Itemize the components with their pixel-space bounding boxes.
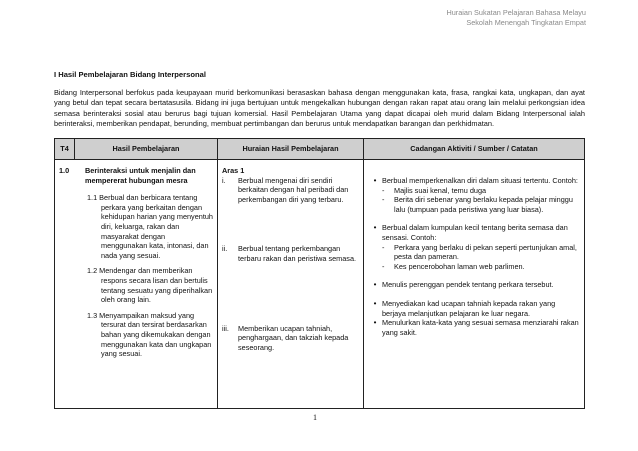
activity-item-5: • Menulurkan kata-kata yang sesuai semasa menziarahi rakan yang sakit. — [368, 318, 580, 337]
document-header — [446, 8, 586, 28]
section-title: I Hasil Pembelajaran Bidang Interpersonal — [54, 70, 206, 79]
activity-1-subitem-1: - Majlis suai kenal, temu duga — [382, 185, 487, 195]
sub-outcome-1-1: 1.1 Berbual dan berbicara tentang perkara yang berkaitan dengan kehidupan harian yang menyentuh diri, keluarga, rakan dan masyarakat dengan menggunakan kata, intonasi, dan nada yang sesuai. — [87, 193, 213, 260]
huraian-item-1: i. Berbual mengenai diri sendiri berkaitan dengan hal peribadi dan perkembangan diri yang terbaru. — [222, 175, 349, 204]
header-cadangan: Cadangan Aktiviti / Sumber / Catatan — [364, 139, 585, 160]
bullet-icon: • — [373, 280, 377, 290]
section-intro: Bidang Interpersonal berfokus pada keupayaan murid berkomunikasi berasaskan bahasa dengan menggunakan kata, frasa, rangkai kata, ungkapan, dan ayat yang betul dan tepat secara bertatasusila. Bidang ini juga bertujuan untuk mengekalkan hubungan dengan rakan rapat atau orang lain melalui perkongsian idea semasa berinteraksi sosial atau berurus bagi tujuan komersial. Hasil Pembelajaran Utama yang dapat dicapai oleh murid dalam Bidang Interpersonal ialah berinteraksi, memberikan pendapat, berunding, membuat pertimbangan dan berurus untuk mendapatkan barangan dan perkhidmatan. — [54, 88, 585, 128]
activity-2-subitem-2: - Kes pencerobohan laman web parlimen. — [382, 261, 525, 271]
dash-icon: - — [382, 185, 385, 195]
header-hasil: Hasil Pembelajaran — [75, 139, 218, 160]
table-row — [55, 160, 585, 409]
sub-outcome-1-3: 1.3 Menyampaikan maksud yang tersurat dan tersirat berdasarkan bahan yang dikemukakan dengan menggunakan kata dan ungkapan yang sesuai. — [87, 310, 212, 359]
bullet-icon: • — [373, 176, 377, 185]
dash-icon: - — [382, 195, 385, 205]
header-t4: T4 — [55, 139, 75, 160]
activity-2-subitem-1: - Perkara yang berlaku di pekan seperti pertunjukan amal, pesta dan pameran. — [382, 242, 577, 262]
activity-item-4: • Menyediakan kad ucapan tahniah kepada rakan yang berjaya melanjutkan pelajaran ke luar negara. — [368, 299, 580, 318]
header-line-1: Huraian Sukatan Pelajaran Bahasa Melayu — [446, 8, 586, 17]
bullet-icon: • — [373, 223, 377, 233]
huraian-cell — [218, 160, 364, 409]
activity-item-1: • Berbual memperkenalkan diri dalam situasi tertentu. Contoh: — [368, 176, 580, 186]
bullet-icon: • — [373, 318, 377, 328]
dash-icon: - — [382, 242, 385, 252]
header-huraian: Huraian Hasil Pembelajaran — [218, 139, 364, 160]
outcome-main — [59, 166, 213, 185]
bullet-icon: • — [373, 298, 377, 308]
page-number: 1 — [313, 413, 317, 422]
header-line-2: Sekolah Menengah Tingkatan Empat — [466, 18, 586, 27]
dash-icon: - — [382, 261, 385, 271]
activity-1-subitem-2: - Berita diri sebenar yang berlaku kepada pelajar minggu lalu (tumpuan pada peristiwa yang luar biasa). — [382, 195, 573, 214]
activity-item-3: • Menulis perenggan pendek tentang perkara tersebut. — [368, 280, 580, 290]
huraian-item-3: iii. Memberikan ucapan tahniah, penghargaan, dan takziah kepada seseorang. — [222, 323, 349, 352]
outcome-number: 1.0 — [59, 166, 70, 175]
hasil-cell — [55, 160, 218, 409]
outcome-title: Berinteraksi untuk menjalin dan mempererat hubungan mesra — [85, 166, 196, 185]
table-header-row — [55, 139, 585, 160]
activity-item-2: • Berbual dalam kumpulan kecil tentang berita semasa dan sensasi. Contoh: — [368, 223, 580, 242]
huraian-item-2: ii. Berbual tentang perkembangan terbaru rakan dan peristiwa semasa. — [222, 244, 357, 263]
level-label: Aras 1 — [222, 166, 245, 175]
sub-outcome-1-2: 1.2 Mendengar dan memberikan respons secara lisan dan bertulis tentang sesuatu yang diperihalkan oleh orang lain. — [87, 266, 213, 305]
learning-outcomes-table — [54, 138, 585, 409]
cadangan-cell — [364, 160, 585, 409]
